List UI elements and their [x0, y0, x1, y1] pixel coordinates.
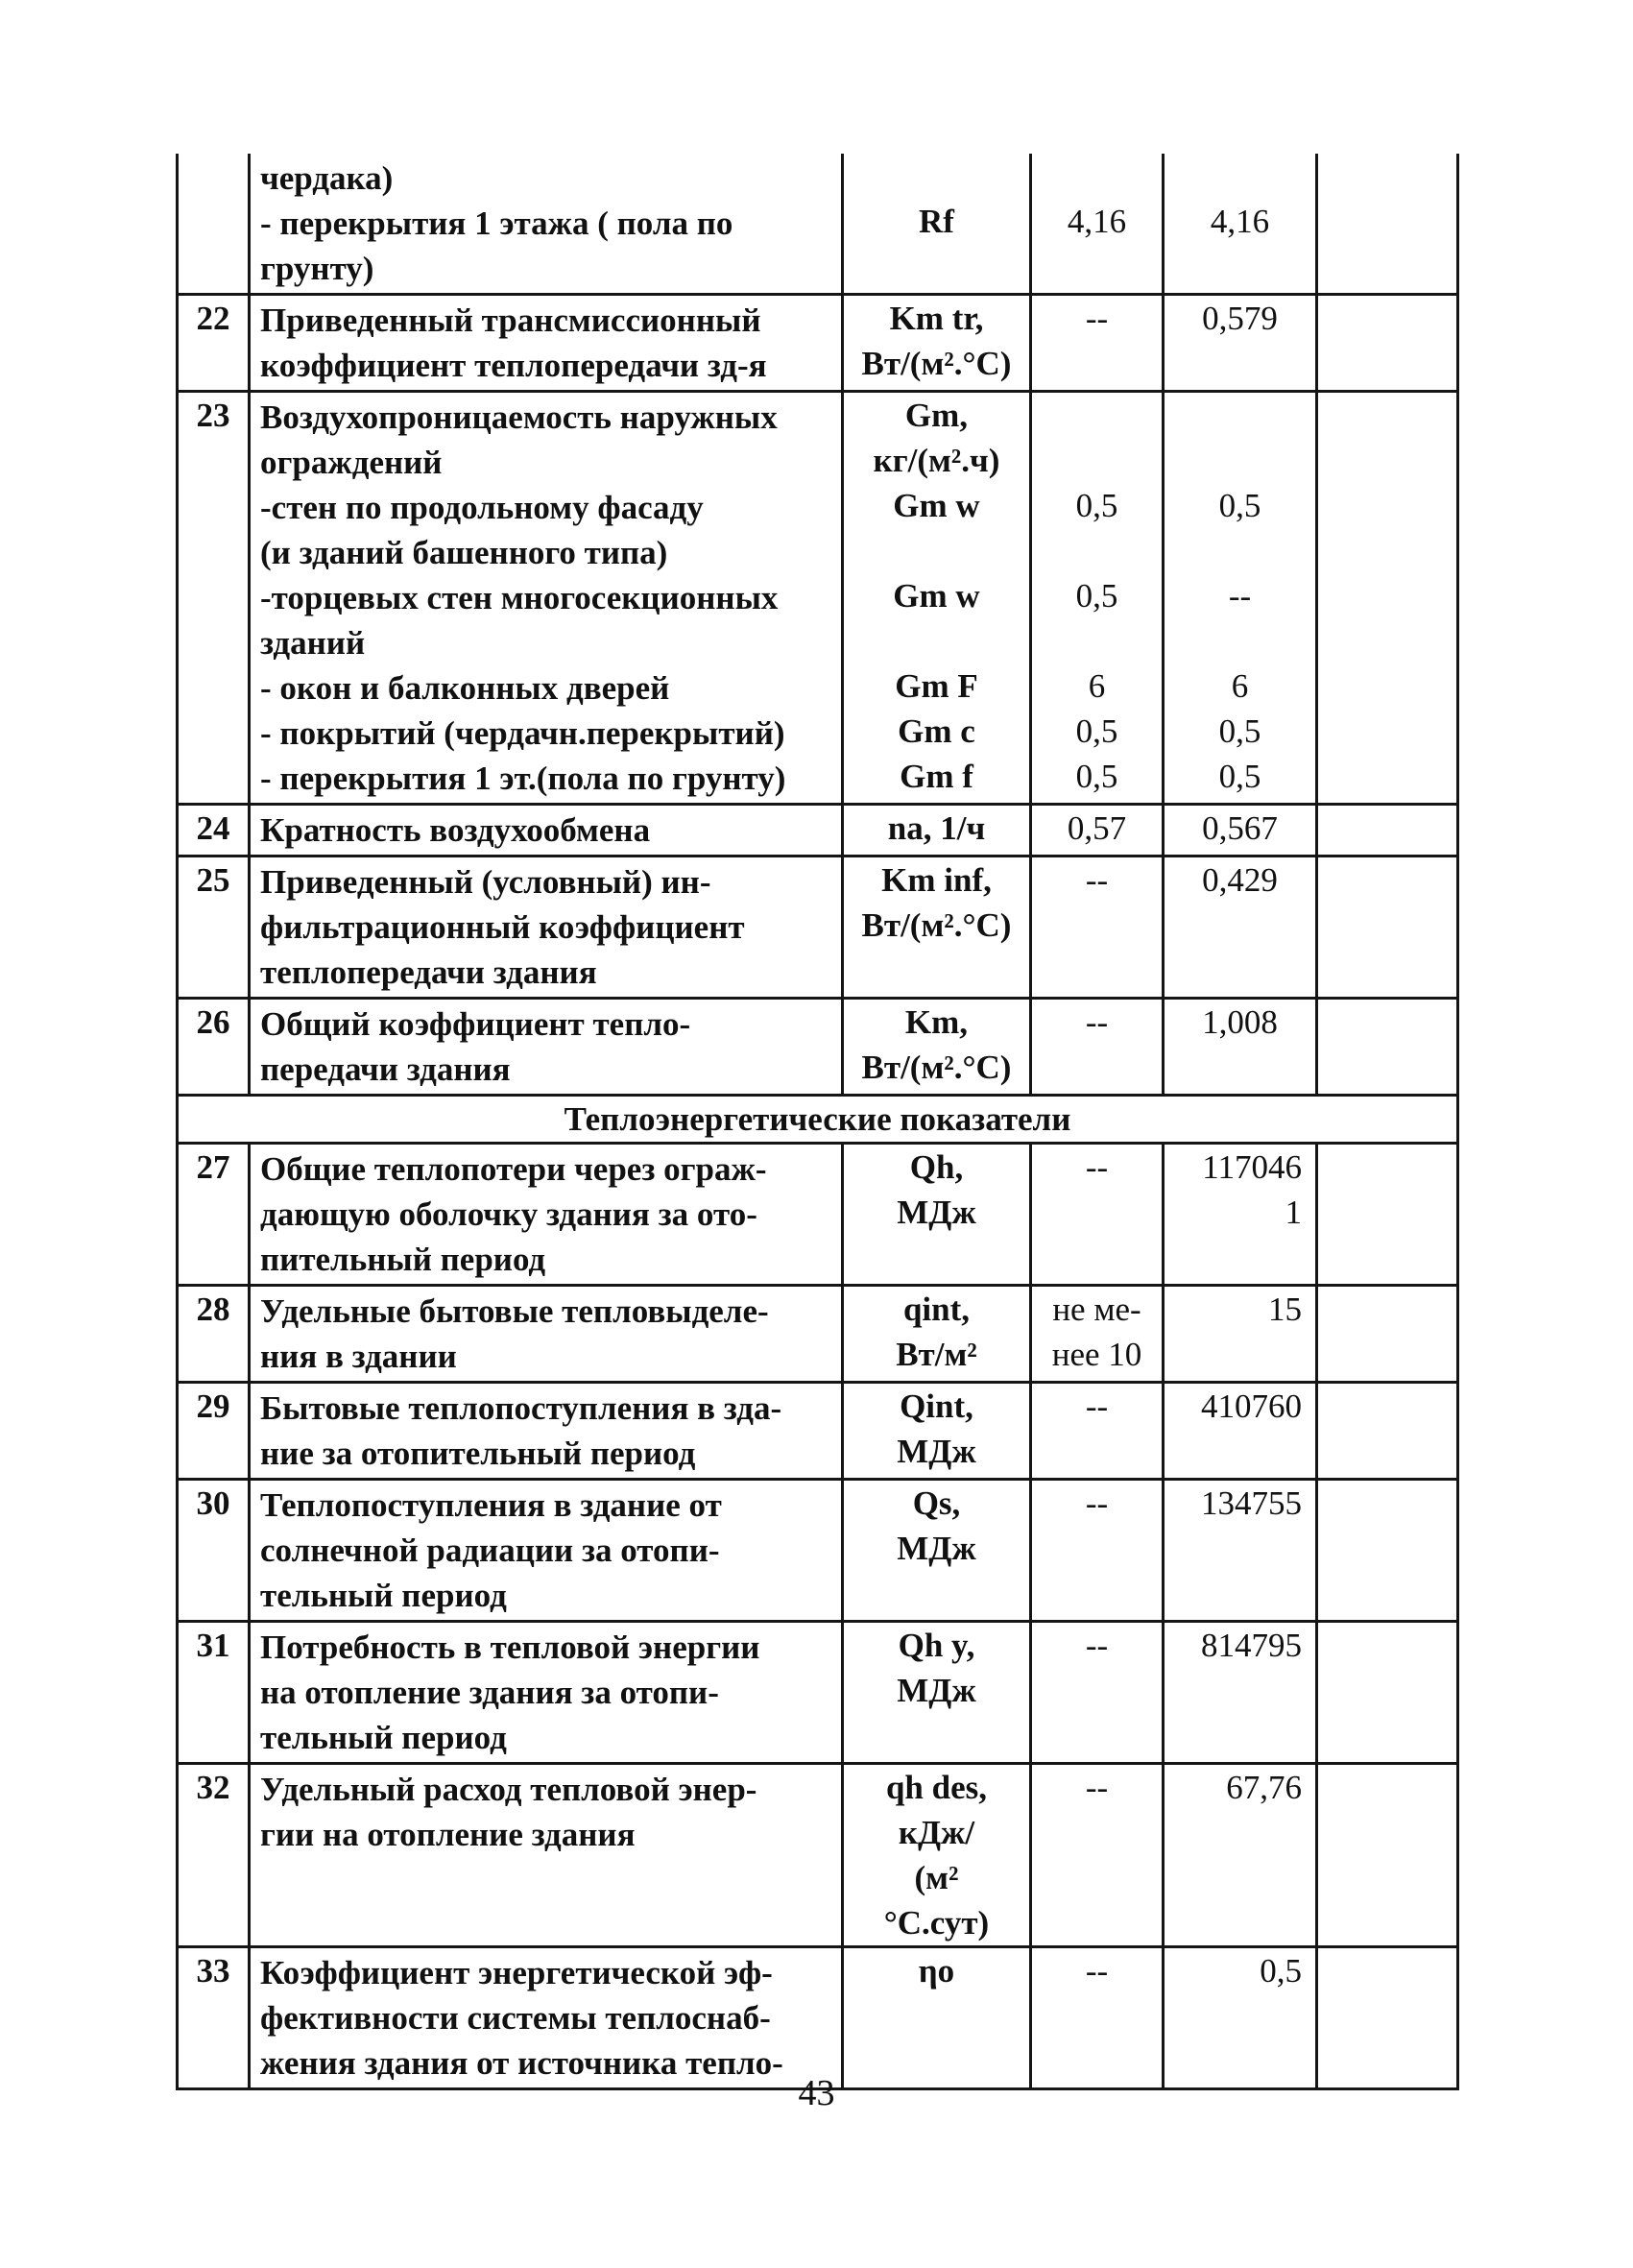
symbol-unit [843, 295, 1031, 392]
cell-line: 1,008 [1202, 1003, 1278, 1041]
cell-line [1168, 438, 1311, 483]
actual-value [1317, 1286, 1458, 1383]
cell-line: na, 1/ч [887, 809, 986, 847]
design-value [1164, 1764, 1317, 1947]
row-number: 25 [178, 857, 250, 999]
cell-line: Коэффициент энергетической эф- [260, 1954, 773, 1991]
cell-line: 0,5 [1075, 758, 1118, 795]
cell-line: 0,567 [1202, 809, 1278, 847]
actual-value [1317, 1947, 1458, 2089]
cell-line: -- [1085, 1769, 1109, 1806]
cell-line [1036, 618, 1158, 664]
actual-value [1317, 857, 1458, 999]
cell-line [1168, 154, 1311, 199]
cell-line: 0,5 [1075, 577, 1118, 615]
actual-value [1317, 295, 1458, 392]
symbol-unit [843, 1764, 1031, 1947]
cell-line [848, 244, 1025, 289]
table-row [178, 1286, 1458, 1383]
cell-line: Gm F [895, 667, 978, 705]
normative-value [1031, 392, 1164, 805]
cell-line: МДж [897, 1672, 976, 1709]
cell-line: Вт/(м².°С) [861, 345, 1012, 382]
table-row [178, 1764, 1458, 1947]
symbol-unit [843, 1480, 1031, 1622]
cell-line: -стен по продольному фасаду [260, 489, 704, 526]
cell-line: Gm c [898, 712, 975, 750]
cell-line: чердака) [260, 159, 394, 197]
normative-value [1031, 805, 1164, 857]
normative-value [1031, 154, 1164, 295]
cell-line: Бытовые теплопоступления в зда- [260, 1389, 782, 1427]
symbol-unit [843, 805, 1031, 857]
cell-line: Km, [904, 1003, 969, 1041]
cell-line: теплопередачи здания [260, 953, 597, 991]
normative-value [1031, 857, 1164, 999]
cell-line: 0,5 [1218, 712, 1261, 750]
cell-line: кг/(м².ч) [873, 442, 1000, 479]
indicator-name [250, 1622, 843, 1764]
symbol-unit [843, 1622, 1031, 1764]
table-row [178, 1480, 1458, 1622]
row-number: 30 [178, 1480, 250, 1622]
symbol-unit [843, 1383, 1031, 1480]
table-row [178, 1947, 1458, 2089]
actual-value [1317, 154, 1458, 295]
normative-value [1031, 1144, 1164, 1286]
cell-line: qh des, [885, 1769, 988, 1806]
cell-line: 0,579 [1202, 300, 1278, 337]
design-value [1164, 1286, 1317, 1383]
cell-line: -- [1085, 1627, 1109, 1664]
cell-line: -- [1228, 577, 1252, 615]
normative-value [1031, 295, 1164, 392]
actual-value [1317, 392, 1458, 805]
cell-line: ограждений [260, 444, 443, 481]
design-value [1164, 1383, 1317, 1480]
design-value [1164, 154, 1317, 295]
row-number: 32 [178, 1764, 250, 1947]
cell-line: Потребность в тепловой энергии [260, 1629, 760, 1666]
cell-line: - перекрытия 1 эт.(пола по грунту) [260, 760, 786, 797]
table-row [178, 999, 1458, 1096]
indicator-name [250, 1947, 843, 2089]
cell-line: 134755 [1201, 1484, 1302, 1522]
design-value [1164, 1144, 1317, 1286]
symbol-unit [843, 1947, 1031, 2089]
table-row [178, 154, 1458, 295]
symbol-unit [843, 392, 1031, 805]
row-number: 31 [178, 1622, 250, 1764]
row-number: 28 [178, 1286, 250, 1383]
cell-line: 410760 [1201, 1387, 1302, 1425]
actual-value [1317, 1144, 1458, 1286]
indicator-name [250, 999, 843, 1096]
cell-line: - перекрытия 1 этажа ( пола по [260, 205, 733, 242]
cell-line: Приведенный (условный) ин- [260, 863, 711, 901]
table-body-bottom [178, 1144, 1458, 2089]
cell-line: -- [1085, 300, 1109, 337]
design-value [1164, 805, 1317, 857]
normative-value [1031, 1286, 1164, 1383]
actual-value [1317, 999, 1458, 1096]
cell-line: Qh y, [898, 1627, 975, 1664]
design-value [1164, 392, 1317, 805]
cell-line [848, 618, 1025, 664]
indicator-name [250, 1480, 843, 1622]
normative-value [1031, 1622, 1164, 1764]
cell-line [1036, 154, 1158, 199]
cell-line: Gm w [893, 487, 980, 524]
normative-value [1031, 1947, 1164, 2089]
normative-value [1031, 1764, 1164, 1947]
cell-line: - покрытий (чердачн.перекрытий) [260, 714, 785, 752]
actual-value [1317, 1764, 1458, 1947]
symbol-unit [843, 999, 1031, 1096]
actual-value [1317, 1383, 1458, 1480]
cell-line: пительный период [260, 1241, 546, 1278]
cell-line: Qint, [900, 1387, 973, 1425]
table-row [178, 1383, 1458, 1480]
cell-line: 0,5 [1218, 758, 1261, 795]
cell-line [848, 154, 1025, 199]
cell-line: Вт/(м².°С) [861, 906, 1012, 944]
cell-line: Km inf, [881, 861, 992, 899]
cell-line: 67,76 [1226, 1769, 1302, 1806]
indicator-name [250, 154, 843, 295]
indicator-name [250, 1383, 843, 1480]
cell-line: -- [1085, 1148, 1109, 1186]
normative-value [1031, 1383, 1164, 1480]
indicator-name [250, 805, 843, 857]
cell-line: - окон и балконных дверей [260, 669, 670, 707]
cell-line: 0,5 [1218, 487, 1261, 524]
cell-line [1168, 618, 1311, 664]
cell-line: дающую оболочку здания за ото- [260, 1195, 757, 1233]
row-number: 22 [178, 295, 250, 392]
row-number: 23 [178, 392, 250, 805]
cell-line: 0,429 [1202, 861, 1278, 899]
cell-line: 0,5 [1075, 487, 1118, 524]
actual-value [1317, 1622, 1458, 1764]
indicator-name [250, 1144, 843, 1286]
table-row [178, 295, 1458, 392]
cell-line: Вт/(м².°С) [861, 1049, 1012, 1086]
cell-line: 0,57 [1067, 809, 1127, 847]
cell-line: Воздухопроницаемость наружных [260, 398, 778, 436]
table-row [178, 1622, 1458, 1764]
indicator-name [250, 857, 843, 999]
normative-value [1031, 1480, 1164, 1622]
indicator-name [250, 1764, 843, 1947]
design-value [1164, 295, 1317, 392]
design-value [1164, 999, 1317, 1096]
symbol-unit [843, 1286, 1031, 1383]
cell-line: Удельные бытовые тепловыделе- [260, 1292, 769, 1330]
cell-line: 814795 [1201, 1627, 1302, 1664]
table-row [178, 857, 1458, 999]
row-number: 29 [178, 1383, 250, 1480]
cell-line [1036, 393, 1158, 438]
cell-line [848, 528, 1025, 573]
cell-line: гии на отопление здания [260, 1816, 636, 1853]
cell-line: -торцевых стен многосекционных [260, 579, 779, 616]
cell-line: МДж [897, 1433, 976, 1470]
cell-line [1168, 393, 1311, 438]
symbol-unit [843, 857, 1031, 999]
design-value [1164, 1622, 1317, 1764]
indicator-name [250, 392, 843, 805]
cell-line: -- [1085, 1952, 1109, 1990]
cell-line: °С.сут) [883, 1904, 990, 1942]
section-row [178, 1096, 1458, 1144]
cell-line: жения здания от источника тепло- [260, 2044, 783, 2082]
cell-line: Вт/м² [896, 1336, 977, 1373]
row-number [178, 154, 250, 295]
cell-line: (и зданий башенного типа) [260, 534, 668, 571]
cell-line: Qh, [909, 1148, 964, 1186]
cell-line: Gm w [893, 577, 980, 615]
cell-line: 6 [1088, 667, 1106, 705]
table-body-top [178, 154, 1458, 1096]
cell-line: зданий [260, 624, 366, 662]
table-row [178, 805, 1458, 857]
cell-line: 0,5 [1075, 712, 1118, 750]
cell-line [1168, 244, 1311, 289]
cell-line: передачи здания [260, 1050, 511, 1088]
cell-line: Удельный расход тепловой энер- [260, 1771, 757, 1808]
cell-line [1168, 528, 1311, 573]
cell-line: Кратность воздухообмена [260, 811, 651, 849]
cell-line [1036, 438, 1158, 483]
cell-line: кДж/ [898, 1814, 975, 1851]
cell-line: МДж [897, 1530, 976, 1567]
table-row [178, 392, 1458, 805]
cell-line: фильтрационный коэффициент [260, 908, 745, 946]
cell-line: 117046 [1202, 1148, 1302, 1186]
cell-line: -- [1085, 1484, 1109, 1522]
cell-line: Общий коэффициент тепло- [260, 1005, 691, 1043]
design-value [1164, 1480, 1317, 1622]
cell-line [1036, 244, 1158, 289]
row-number: 26 [178, 999, 250, 1096]
symbol-unit [843, 154, 1031, 295]
cell-line: Общие теплопотери через ограж- [260, 1150, 767, 1188]
symbol-unit [843, 1144, 1031, 1286]
cell-line: 0,5 [1260, 1952, 1302, 1990]
row-number: 33 [178, 1947, 250, 2089]
cell-line: 4,16 [1210, 203, 1270, 240]
cell-line: солнечной радиации за отопи- [260, 1532, 720, 1569]
cell-line: 1 [1285, 1194, 1302, 1231]
section-title: Теплоэнергетические показатели [178, 1096, 1458, 1144]
cell-line: 4,16 [1067, 203, 1127, 240]
cell-line: ние за отопительный период [260, 1435, 696, 1472]
cell-line: qint, [902, 1291, 971, 1328]
cell-line: Km tr, [889, 300, 984, 337]
cell-line: не ме- [1052, 1291, 1141, 1328]
actual-value [1317, 1480, 1458, 1622]
cell-line: (м² [914, 1859, 959, 1896]
page-number: 43 [798, 2073, 835, 2113]
design-value [1164, 857, 1317, 999]
cell-line: тельный период [260, 1719, 507, 1756]
row-number: 27 [178, 1144, 250, 1286]
cell-line: 15 [1268, 1291, 1302, 1328]
cell-line: -- [1085, 1003, 1109, 1041]
cell-line: -- [1085, 861, 1109, 899]
indicator-name [250, 1286, 843, 1383]
cell-line: ηo [918, 1952, 955, 1990]
cell-line: Приведенный трансмиссионный [260, 302, 761, 339]
cell-line: ния в здании [260, 1338, 457, 1375]
cell-line [1036, 528, 1158, 573]
cell-line: Теплопоступления в здание от [260, 1486, 722, 1524]
cell-line: на отопление здания за отопи- [260, 1674, 719, 1711]
cell-line: Qs, [912, 1484, 961, 1522]
cell-line: Gm f [900, 758, 973, 795]
table-row [178, 1144, 1458, 1286]
cell-line: коэффициент теплопередачи зд-я [260, 347, 767, 384]
indicators-table [176, 154, 1459, 2090]
design-value [1164, 1947, 1317, 2089]
cell-line: 6 [1231, 667, 1249, 705]
cell-line: нее 10 [1051, 1336, 1142, 1373]
cell-line: -- [1085, 1387, 1109, 1425]
actual-value [1317, 805, 1458, 857]
cell-line: Rf [919, 203, 954, 240]
section-header-group [178, 1096, 1458, 1144]
indicator-name [250, 295, 843, 392]
cell-line: фективности системы теплоснаб- [260, 1999, 771, 2037]
row-number: 24 [178, 805, 250, 857]
cell-line: Gm, [904, 397, 969, 434]
document-page [176, 154, 1456, 2090]
cell-line: грунту) [260, 250, 374, 287]
normative-value [1031, 999, 1164, 1096]
cell-line: тельный период [260, 1577, 507, 1614]
cell-line: МДж [897, 1194, 976, 1231]
